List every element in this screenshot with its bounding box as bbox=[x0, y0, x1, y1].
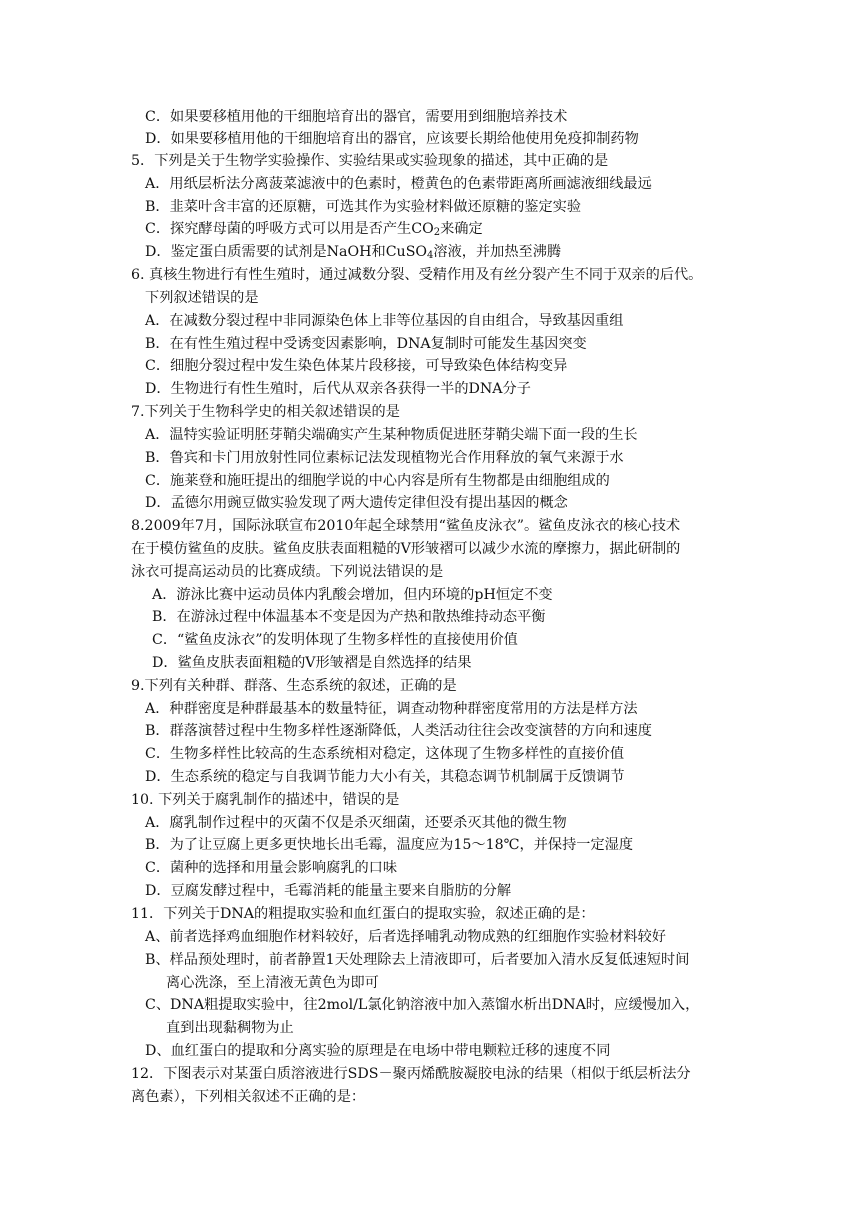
option-b: B．在游泳过程中体温基本不变是因为产热和散热维持动态平衡 bbox=[152, 609, 546, 625]
option-c: C．“鲨鱼皮泳衣”的发明体现了生物多样性的直接使用价值 bbox=[152, 632, 518, 648]
option-c: C．探究酵母菌的呼吸方式可以用是否产生$CO_2$来确定 bbox=[145, 221, 483, 238]
question-9: 9.下列有关种群、群落、生态系统的叙述，正确的是 bbox=[131, 678, 457, 694]
option-d: D．鉴定蛋白质需要的试剂是NaOH和CuSO$_4$溶液，并加热至沸腾 bbox=[145, 244, 562, 261]
option-c: C．施莱登和施旺提出的细胞学说的中心内容是所有生物都是由细胞组成的 bbox=[145, 473, 610, 489]
option-d: D．生态系统的稳定与自我调节能力大小有关，其稳态调节机制属于反馈调节 bbox=[145, 769, 625, 785]
question-7: 7.下列关于生物科学史的相关叙述错误的是 bbox=[131, 404, 400, 420]
question-5: 5．下列是关于生物学实验操作、实验结果或实验现象的描述，其中正确的是 bbox=[131, 153, 609, 169]
option-a: A．腐乳制作过程中的灭菌不仅是杀灭细菌，还要杀灭其他的微生物 bbox=[145, 815, 567, 831]
option-c: C．细胞分裂过程中发生染色体某片段移接，可导致染色体结构变异 bbox=[145, 358, 568, 374]
option-b: B．鲁宾和卡门用放射性同位素标记法发现植物光合作用释放的氧气来源于水 bbox=[145, 450, 624, 466]
option-d: D．孟德尔用豌豆做实验发现了两大遗传定律但没有提出基因的概念 bbox=[145, 495, 568, 511]
option-b: B．在有性生殖过程中受诱变因素影响，DNA复制时可能发生基因突变 bbox=[145, 336, 587, 352]
text-line: 泳衣可提高运动员的比赛成绩。下列说法错误的是 bbox=[131, 564, 444, 580]
text-line: 直到出现黏稠物为止 bbox=[166, 1020, 294, 1036]
question-8: 8.2009年7月，国际泳联宣布2010年起全球禁用“鲨鱼皮泳衣”。鲨鱼皮泳衣的核心技术 bbox=[131, 518, 681, 534]
option-a: A．用纸层析法分离菠菜滤液中的色素时，橙黄色的色素带距离所画滤液细线最远 bbox=[145, 176, 652, 192]
option-b: B．韭菜叶含丰富的还原糖，可选其作为实验材料做还原糖的鉴定实验 bbox=[145, 199, 582, 215]
option-a: A．游泳比赛中运动员体内乳酸会增加，但内环境的pH恒定不变 bbox=[152, 587, 553, 603]
text-line: 离心洗涤，至上清液无黄色为即可 bbox=[166, 975, 379, 991]
option-c: C．生物多样性比较高的生态系统相对稳定，这体现了生物多样性的直接价值 bbox=[145, 746, 625, 762]
option-c: C、DNA粗提取实验中，往2mol/L氯化钠溶液中加入蒸馏水析出DNA时，应缓慢加入， bbox=[145, 997, 700, 1013]
text-line: C．如果要移植用他的干细胞培育出的器官，需要用到细胞培养技术 bbox=[145, 109, 568, 125]
option-d: D．鲨鱼皮肤表面粗糙的V形皱褶是自然选择的结果 bbox=[152, 655, 472, 671]
option-b: B．为了让豆腐上更多更快地长出毛霉，温度应为15～18℃，并保持一定湿度 bbox=[145, 837, 634, 853]
option-d: D、血红蛋白的提取和分离实验的原理是在电场中带电颗粒迁移的速度不同 bbox=[145, 1043, 611, 1059]
option-d: D．豆腐发酵过程中，毛霉消耗的能量主要来自脂肪的分解 bbox=[145, 883, 512, 899]
text-line: 下列叙述错误的是 bbox=[145, 290, 259, 306]
question-12: 12．下图表示对某蛋白质溶液进行SDS－聚丙烯酰胺凝胶电泳的结果（相似于纸层析法分 bbox=[131, 1066, 691, 1082]
option-b: B．群落演替过程中生物多样性逐渐降低，人类活动往往会改变演替的方向和速度 bbox=[145, 723, 652, 739]
option-d: D．生物进行有性生殖时，后代从双亲各获得一半的DNA分子 bbox=[145, 381, 531, 397]
question-6: 6. 真核生物进行有性生殖时，通过减数分裂、受精作用及有丝分裂产生不同于双亲的后代。 bbox=[131, 267, 703, 283]
question-11: 11．下列关于DNA的粗提取实验和血红蛋白的提取实验，叙述正确的是： bbox=[131, 906, 595, 922]
text-line: D．如果要移植用他的干细胞培育出的器官，应该要长期给他使用免疫抑制药物 bbox=[145, 131, 639, 147]
option-b: B、样品预处理时，前者静置1天处理除去上清液即可，后者要加入清水反复低速短时间 bbox=[145, 952, 690, 968]
option-a: A．种群密度是种群最基本的数量特征，调查动物种群密度常用的方法是样方法 bbox=[145, 701, 638, 717]
option-a: A、前者选择鸡血细胞作材料较好，后者选择哺乳动物成熟的红细胞作实验材料较好 bbox=[145, 929, 666, 945]
text-line: 在于模仿鲨鱼的皮肤。鲨鱼皮肤表面粗糙的V形皱褶可以减少水流的摩擦力，据此研制的 bbox=[131, 541, 681, 557]
option-c: C．菌种的选择和用量会影响腐乳的口味 bbox=[145, 860, 398, 876]
question-10: 10. 下列关于腐乳制作的描述中，错误的是 bbox=[131, 792, 400, 808]
option-a: A．温特实验证明胚芽鞘尖端确实产生某种物质促进胚芽鞘尖端下面一段的生长 bbox=[145, 427, 638, 443]
option-a: A．在减数分裂过程中非同源染色体上非等位基因的自由组合，导致基因重组 bbox=[145, 313, 624, 329]
text-line: 离色素），下列相关叙述不正确的是： bbox=[131, 1089, 366, 1105]
